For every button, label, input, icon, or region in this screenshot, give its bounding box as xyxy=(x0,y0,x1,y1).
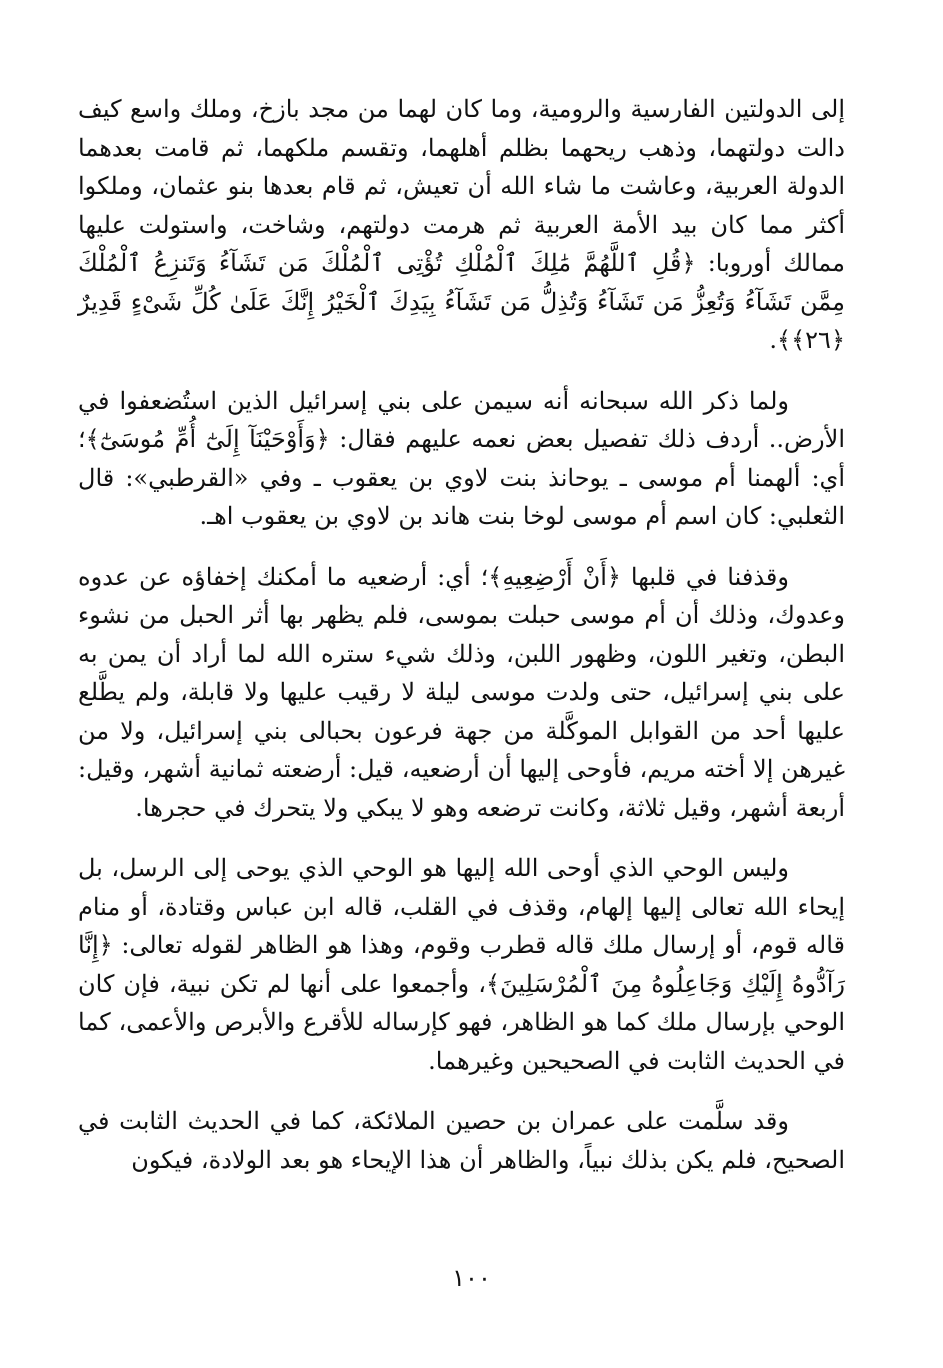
page-number: ١٠٠ xyxy=(452,1264,491,1292)
paragraph-5: وقد سلَّمت على عمران بن حصين الملائكة، كما في الحديث الثابت في الصحيح، فلم يكن بذلك نبياً، والظاهر أن هذا الإيحاء هو بعد الولادة، فيكون xyxy=(78,1107,845,1174)
page-body xyxy=(78,90,845,1201)
paragraph-1: إلى الدولتين الفارسية والرومية، وما كان لهما من مجد بازخ، وملك واسع كيف دالت دولتهما، وذهب ريحهما بظلم أهلهما، وتقسم ملكهما، ثم قامت بعدهما الدولة العربية، وعاشت ما شاء الله أن تعيش، ثم قام بعدها بنو عثمان، وملكوا أكثر مما كان بيد الأمة العربية ثم هرمت دولتهم، وشاخت، واستولت عليها ممالك أوروبا: ﴿قُلِ ٱللَّهُمَّ مَٰلِكَ ٱلْمُلْكِ تُؤْتِى ٱلْمُلْكَ مَن تَشَآءُ وَتَنزِعُ ٱلْمُلْكَ مِمَّن تَشَآءُ وَتُعِزُّ مَن تَشَآءُ وَتُذِلُّ مَن تَشَآءُ بِيَدِكَ ٱلْخَيْرُ إِنَّكَ عَلَىٰ كُلِّ شَىْءٍ قَدِيرٌ ﴿٢٦﴾﴾. xyxy=(78,95,846,354)
paragraph-3: وقذفنا في قلبها ﴿أَنْ أَرْضِعِيهِ﴾؛ أي: أرضعيه ما أمكنك إخفاؤه عن عدوه وعدوك، وذلك أن أم موسى حبلت بموسى، فلم يظهر بها أثر الحبل من نشوء البطن، وتغير اللون، وظهور اللبن، وذلك شيء ستره الله لما أراد أن يمن به على بني إسرائيل، حتى ولدت موسى ليلة لا رقيب عليها ولا قابلة، ولم يطَّلع عليها أحد من القوابل الموكَّلة من جهة فرعون بحبالى بني إسرائيل، ولا من غيرهن إلا أخته مريم، فأوحى إليها أن أرضعيه، قيل: أرضعته ثمانية أشهر، وقيل: أربعة أشهر، وقيل ثلاثة، وكانت ترضعه وهو لا يبكي ولا يتحرك في حجرها. xyxy=(78,562,845,822)
paragraph-2: ولما ذكر الله سبحانه أنه سيمن على بني إسرائيل الذين استُضعفوا في الأرض.. أردف ذلك تفصيل بعض نعمه عليهم فقال: ﴿وَأَوْحَيْنَآ إِلَىٰٓ أُمِّ مُوسَىٰٓ﴾؛ أي: ألهمنا أم موسى ـ يوحانذ بنت لاوي بن يعقوب ـ وفي «القرطبي»: قال الثعلبي: كان اسم أم موسى لوخا بنت هاند بن لاوي بن يعقوب اهـ. xyxy=(78,386,845,530)
paragraph-4: وليس الوحي الذي أوحى الله إليها هو الوحي الذي يوحى إلى الرسل، بل إيحاء الله تعالى إليها إلهام، وقذف في القلب، قاله ابن عباس وقتادة، أو منام قاله قوم، أو إرسال ملك قاله قطرب وقوم، وهذا هو الظاهر لقوله تعالى: ﴿إِنَّا رَآدُّوهُ إِلَيْكِ وَجَاعِلُوهُ مِنَ ٱلْمُرْسَلِينَ﴾، وأجمعوا على أنها لم تكن نبية، فإن كان الوحي بإرسال ملك كما هو الظاهر، فهو كإرساله للأقرع والأبرص والأعمى، كما في الحديث الثابت في الصحيحين وغيرهما. xyxy=(78,854,845,1075)
